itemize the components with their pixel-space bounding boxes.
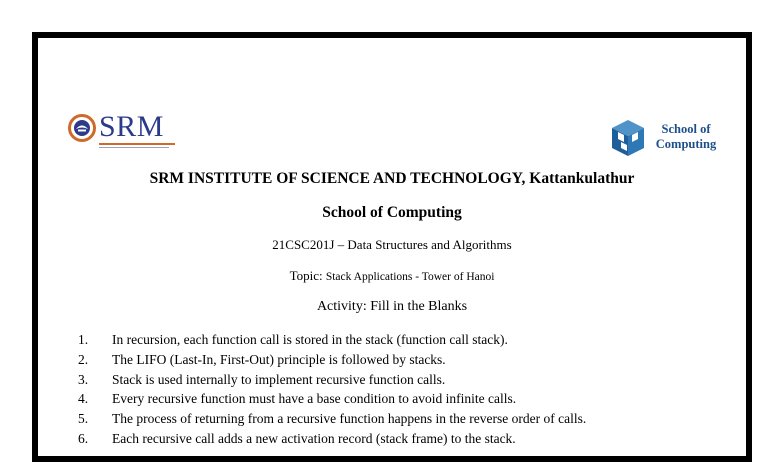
- item-text: Every recursive function must have a base condition to avoid infinite calls.: [112, 391, 517, 407]
- list-item: [78, 409, 586, 429]
- item-text: The LIFO (Last-In, First-Out) principle is followed by stacks.: [112, 351, 446, 367]
- srm-emblem-icon: [68, 114, 96, 142]
- item-number: 1.: [78, 332, 89, 347]
- item-text: The process of returning from a recursive function happens in the reverse order of calls.: [112, 411, 587, 427]
- list-item: [78, 370, 586, 390]
- fill-in-blanks-list: [78, 330, 586, 449]
- list-item: [78, 330, 586, 350]
- srm-tagline-rule: [99, 143, 175, 153]
- item-number: 2.: [78, 351, 89, 367]
- logo-line-2: Computing: [655, 137, 717, 151]
- logo-line-1: School of: [661, 122, 711, 136]
- item-number: 3.: [78, 371, 89, 387]
- cube-icon: [610, 118, 646, 158]
- item-number: 4.: [78, 391, 89, 407]
- institution-title: SRM INSTITUTE OF SCIENCE AND TECHNOLOGY, Kattankulathur: [149, 170, 635, 187]
- topic-label: Topic:: [289, 268, 323, 283]
- item-number: 5.: [78, 411, 89, 427]
- topic-line: [0, 268, 784, 284]
- item-text: In recursion, each function call is stored in the stack (function call stack).: [112, 332, 508, 347]
- school-title: School of Computing: [322, 204, 462, 221]
- list-item: [78, 389, 586, 409]
- topic-value: Stack Applications - Tower of Hanoi: [325, 271, 495, 283]
- srm-logo: [68, 112, 180, 152]
- list-item: [78, 429, 586, 449]
- list-item: [78, 350, 586, 370]
- item-number: 6.: [78, 430, 89, 446]
- item-text: Each recursive call adds a new activation record (stack frame) to the stack.: [112, 430, 516, 446]
- item-text: Stack is used internally to implement recursive function calls.: [112, 371, 446, 387]
- srm-wordmark: SRM: [99, 110, 164, 143]
- school-of-computing-logo: [610, 118, 720, 158]
- activity-title: Activity: Fill in the Blanks: [316, 299, 468, 314]
- course-title: 21CSC201J – Data Structures and Algorithms: [272, 237, 512, 252]
- school-of-computing-logo-text: [650, 122, 722, 152]
